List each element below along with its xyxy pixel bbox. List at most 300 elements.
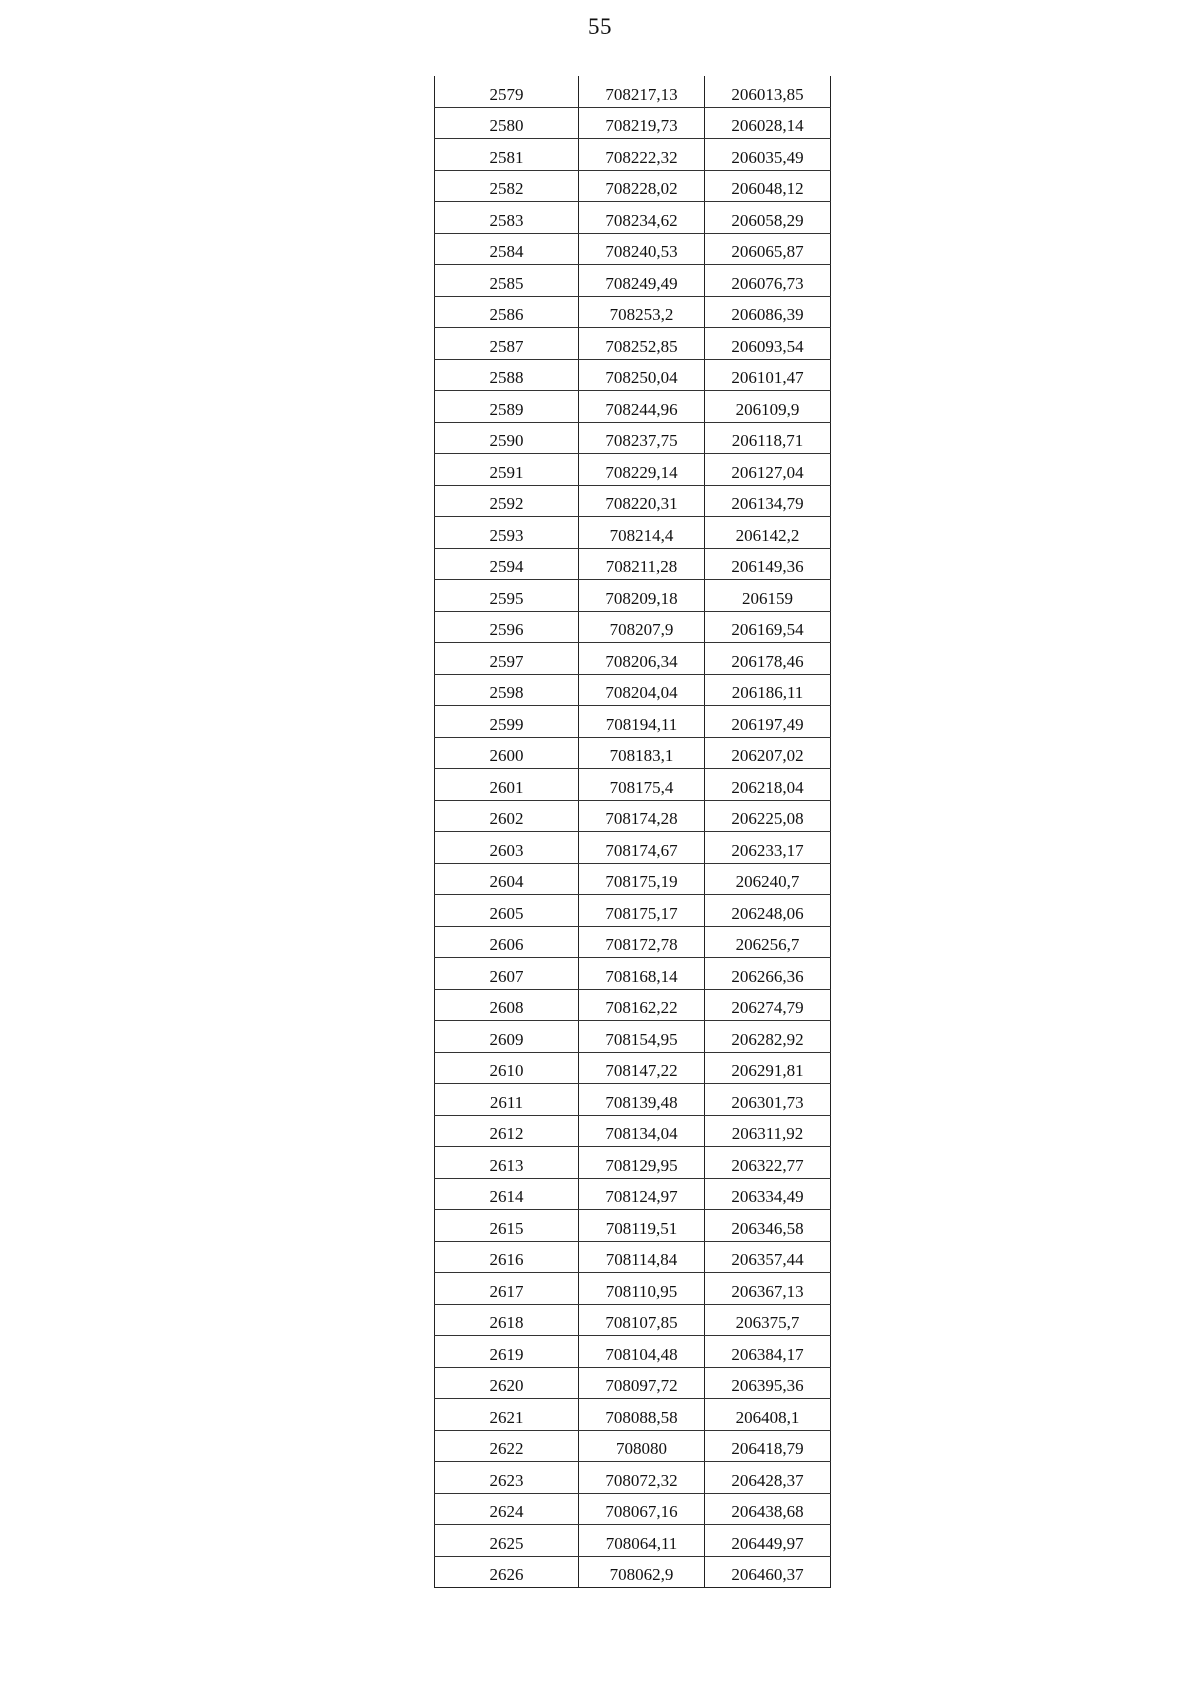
table-row xyxy=(435,107,831,139)
table-row xyxy=(435,863,831,895)
table-row xyxy=(435,233,831,265)
table-row xyxy=(435,895,831,927)
cell-value: 206449,97 xyxy=(731,1533,804,1553)
cell-value: 708107,85 xyxy=(605,1313,678,1332)
table-row xyxy=(435,958,831,990)
cell-value: 708175,17 xyxy=(605,903,678,923)
cell-value: 2622 xyxy=(489,1439,524,1458)
x-coordinate-cell xyxy=(579,643,705,675)
cell-value: 708206,34 xyxy=(605,651,678,671)
table-row xyxy=(435,1336,831,1368)
table-row xyxy=(435,926,831,958)
point-number-cell xyxy=(435,170,579,202)
x-coordinate-cell xyxy=(579,1304,705,1336)
y-coordinate-cell xyxy=(705,895,831,927)
x-coordinate-cell xyxy=(579,989,705,1021)
table-row xyxy=(435,517,831,549)
cell-value: 708168,14 xyxy=(605,966,678,986)
y-coordinate-cell xyxy=(705,76,831,107)
cell-value: 708072,32 xyxy=(605,1470,678,1490)
point-number-cell xyxy=(435,769,579,801)
x-coordinate-cell xyxy=(579,674,705,706)
y-coordinate-cell xyxy=(705,454,831,486)
y-coordinate-cell xyxy=(705,643,831,675)
y-coordinate-cell xyxy=(705,170,831,202)
cell-value: 206127,04 xyxy=(731,462,804,482)
cell-value: 708064,11 xyxy=(605,1533,678,1553)
x-coordinate-cell xyxy=(579,800,705,832)
x-coordinate-cell xyxy=(579,863,705,895)
table-row xyxy=(435,1241,831,1273)
cell-value: 708114,84 xyxy=(605,1250,678,1269)
y-coordinate-cell xyxy=(705,863,831,895)
x-coordinate-cell xyxy=(579,737,705,769)
table-row xyxy=(435,611,831,643)
cell-value: 206118,71 xyxy=(731,431,804,450)
cell-value: 2616 xyxy=(489,1250,524,1269)
cell-value: 708250,04 xyxy=(605,368,678,387)
point-number-cell xyxy=(435,1273,579,1305)
cell-value: 708207,9 xyxy=(609,620,674,639)
point-number-cell xyxy=(435,1241,579,1273)
y-coordinate-cell xyxy=(705,1525,831,1557)
cell-value: 708240,53 xyxy=(605,242,678,261)
table-row xyxy=(435,548,831,580)
x-coordinate-cell xyxy=(579,328,705,360)
cell-value: 2612 xyxy=(489,1124,524,1143)
cell-value: 2599 xyxy=(489,714,524,734)
cell-value: 708183,1 xyxy=(609,746,674,765)
cell-value: 206240,7 xyxy=(735,872,800,891)
cell-value: 206149,36 xyxy=(731,557,804,576)
cell-value: 206311,92 xyxy=(731,1124,804,1143)
cell-value: 2608 xyxy=(489,998,524,1017)
table-row xyxy=(435,832,831,864)
point-number-cell xyxy=(435,391,579,423)
cell-value: 206086,39 xyxy=(731,305,804,324)
cell-value: 2626 xyxy=(489,1565,524,1584)
x-coordinate-cell xyxy=(579,1525,705,1557)
cell-value: 206274,79 xyxy=(731,998,804,1017)
table-row xyxy=(435,769,831,801)
cell-value: 2597 xyxy=(489,651,524,671)
x-coordinate-cell xyxy=(579,485,705,517)
cell-value: 2585 xyxy=(489,273,524,293)
cell-value: 2593 xyxy=(489,525,524,545)
point-number-cell xyxy=(435,1304,579,1336)
cell-value: 2589 xyxy=(489,399,524,419)
cell-value: 708194,11 xyxy=(605,714,678,734)
point-number-cell xyxy=(435,1084,579,1116)
x-coordinate-cell xyxy=(579,895,705,927)
cell-value: 708139,48 xyxy=(605,1092,678,1112)
table-row xyxy=(435,1430,831,1462)
cell-value: 2617 xyxy=(489,1281,524,1301)
point-number-cell xyxy=(435,107,579,139)
cell-value: 206101,47 xyxy=(731,368,804,387)
cell-value: 2624 xyxy=(489,1502,524,1521)
point-number-cell xyxy=(435,485,579,517)
x-coordinate-cell xyxy=(579,517,705,549)
point-number-cell xyxy=(435,454,579,486)
cell-value: 206428,37 xyxy=(731,1470,804,1490)
point-number-cell xyxy=(435,296,579,328)
page-number: 55 xyxy=(588,14,612,39)
cell-value: 708175,19 xyxy=(605,872,678,891)
point-number-cell xyxy=(435,1462,579,1494)
cell-value: 206048,12 xyxy=(731,179,804,198)
cell-value: 708129,95 xyxy=(605,1155,678,1175)
x-coordinate-cell xyxy=(579,359,705,391)
cell-value: 2594 xyxy=(489,557,524,576)
point-number-cell xyxy=(435,1493,579,1525)
table-row xyxy=(435,1052,831,1084)
cell-value: 2579 xyxy=(489,84,524,104)
y-coordinate-cell xyxy=(705,391,831,423)
cell-value: 2598 xyxy=(489,683,524,702)
table-row xyxy=(435,1084,831,1116)
y-coordinate-cell xyxy=(705,926,831,958)
table-row xyxy=(435,1147,831,1179)
x-coordinate-cell xyxy=(579,926,705,958)
cell-value: 206207,02 xyxy=(731,746,804,765)
point-number-cell xyxy=(435,1115,579,1147)
point-number-cell xyxy=(435,548,579,580)
cell-value: 2620 xyxy=(489,1376,524,1395)
cell-value: 708110,95 xyxy=(605,1281,678,1301)
y-coordinate-cell xyxy=(705,107,831,139)
y-coordinate-cell xyxy=(705,1493,831,1525)
cell-value: 2609 xyxy=(489,1029,524,1049)
y-coordinate-cell xyxy=(705,548,831,580)
y-coordinate-cell xyxy=(705,1430,831,1462)
y-coordinate-cell xyxy=(705,328,831,360)
cell-value: 2601 xyxy=(489,777,524,797)
cell-value: 2596 xyxy=(489,620,524,639)
x-coordinate-cell xyxy=(579,1556,705,1588)
cell-value: 708162,22 xyxy=(605,998,678,1017)
x-coordinate-cell xyxy=(579,1084,705,1116)
table-row xyxy=(435,1210,831,1242)
cell-value: 708080 xyxy=(616,1439,667,1458)
x-coordinate-cell xyxy=(579,233,705,265)
y-coordinate-cell xyxy=(705,485,831,517)
x-coordinate-cell xyxy=(579,265,705,297)
cell-value: 2587 xyxy=(489,336,524,356)
cell-value: 708174,67 xyxy=(605,840,678,860)
x-coordinate-cell xyxy=(579,706,705,738)
cell-value: 708249,49 xyxy=(605,273,678,293)
cell-value: 206197,49 xyxy=(731,714,804,734)
cell-value: 206076,73 xyxy=(731,273,804,293)
y-coordinate-cell xyxy=(705,958,831,990)
table-row xyxy=(435,580,831,612)
x-coordinate-cell xyxy=(579,296,705,328)
cell-value: 708253,2 xyxy=(609,305,674,324)
cell-value: 708088,58 xyxy=(605,1407,678,1427)
cell-value: 206169,54 xyxy=(731,620,804,639)
cell-value: 206367,13 xyxy=(731,1281,804,1301)
cell-value: 206301,73 xyxy=(731,1092,804,1112)
y-coordinate-cell xyxy=(705,202,831,234)
cell-value: 2611 xyxy=(489,1092,524,1112)
coordinates-table xyxy=(434,76,831,1588)
point-number-cell xyxy=(435,926,579,958)
cell-value: 2588 xyxy=(489,368,524,387)
point-number-cell xyxy=(435,1210,579,1242)
point-number-cell xyxy=(435,706,579,738)
y-coordinate-cell xyxy=(705,1556,831,1588)
cell-value: 206438,68 xyxy=(731,1502,804,1521)
cell-value: 206186,11 xyxy=(731,683,804,702)
cell-value: 206142,2 xyxy=(735,525,800,545)
point-number-cell xyxy=(435,422,579,454)
y-coordinate-cell xyxy=(705,800,831,832)
table-row xyxy=(435,674,831,706)
table-row xyxy=(435,1115,831,1147)
coordinates-table-body xyxy=(435,76,831,1588)
point-number-cell xyxy=(435,1525,579,1557)
y-coordinate-cell xyxy=(705,1462,831,1494)
cell-value: 708062,9 xyxy=(609,1565,674,1584)
y-coordinate-cell xyxy=(705,1210,831,1242)
cell-value: 2621 xyxy=(489,1407,524,1427)
x-coordinate-cell xyxy=(579,170,705,202)
point-number-cell xyxy=(435,674,579,706)
point-number-cell xyxy=(435,1336,579,1368)
x-coordinate-cell xyxy=(579,454,705,486)
cell-value: 2582 xyxy=(489,179,524,198)
x-coordinate-cell xyxy=(579,1241,705,1273)
x-coordinate-cell xyxy=(579,139,705,171)
y-coordinate-cell xyxy=(705,1021,831,1053)
x-coordinate-cell xyxy=(579,1430,705,1462)
table-row xyxy=(435,422,831,454)
cell-value: 2584 xyxy=(489,242,524,261)
cell-value: 708067,16 xyxy=(605,1502,678,1521)
cell-value: 708154,95 xyxy=(605,1029,678,1049)
point-number-cell xyxy=(435,643,579,675)
x-coordinate-cell xyxy=(579,1052,705,1084)
x-coordinate-cell xyxy=(579,76,705,107)
cell-value: 206322,77 xyxy=(731,1155,804,1175)
table-row xyxy=(435,706,831,738)
table-row xyxy=(435,1021,831,1053)
y-coordinate-cell xyxy=(705,296,831,328)
cell-value: 2618 xyxy=(489,1313,524,1332)
table-row xyxy=(435,1462,831,1494)
table-row xyxy=(435,1304,831,1336)
x-coordinate-cell xyxy=(579,1147,705,1179)
point-number-cell xyxy=(435,1399,579,1431)
table-row xyxy=(435,265,831,297)
x-coordinate-cell xyxy=(579,1367,705,1399)
x-coordinate-cell xyxy=(579,1399,705,1431)
table-row xyxy=(435,1556,831,1588)
table-row xyxy=(435,296,831,328)
cell-value: 206028,14 xyxy=(731,116,804,135)
point-number-cell xyxy=(435,1556,579,1588)
y-coordinate-cell xyxy=(705,989,831,1021)
cell-value: 708244,96 xyxy=(605,399,678,419)
cell-value: 2591 xyxy=(489,462,524,482)
point-number-cell xyxy=(435,611,579,643)
y-coordinate-cell xyxy=(705,1241,831,1273)
x-coordinate-cell xyxy=(579,832,705,864)
x-coordinate-cell xyxy=(579,202,705,234)
x-coordinate-cell xyxy=(579,769,705,801)
table-row xyxy=(435,643,831,675)
cell-value: 708219,73 xyxy=(605,116,678,135)
x-coordinate-cell xyxy=(579,1115,705,1147)
cell-value: 708234,62 xyxy=(605,210,678,230)
cell-value: 2580 xyxy=(489,116,524,135)
cell-value: 2602 xyxy=(489,809,524,828)
cell-value: 2586 xyxy=(489,305,524,324)
cell-value: 206134,79 xyxy=(731,494,804,513)
cell-value: 708204,04 xyxy=(605,683,678,702)
y-coordinate-cell xyxy=(705,1367,831,1399)
y-coordinate-cell xyxy=(705,1336,831,1368)
cell-value: 708174,28 xyxy=(605,809,678,828)
y-coordinate-cell xyxy=(705,422,831,454)
point-number-cell xyxy=(435,265,579,297)
table-row xyxy=(435,989,831,1021)
y-coordinate-cell xyxy=(705,1084,831,1116)
point-number-cell xyxy=(435,989,579,1021)
y-coordinate-cell xyxy=(705,139,831,171)
point-number-cell xyxy=(435,1178,579,1210)
point-number-cell xyxy=(435,895,579,927)
point-number-cell xyxy=(435,359,579,391)
cell-value: 708119,51 xyxy=(605,1218,678,1238)
point-number-cell xyxy=(435,958,579,990)
cell-value: 708237,75 xyxy=(605,431,678,450)
cell-value: 708134,04 xyxy=(605,1124,678,1143)
cell-value: 206266,36 xyxy=(731,966,804,986)
cell-value: 206065,87 xyxy=(731,242,804,261)
x-coordinate-cell xyxy=(579,548,705,580)
cell-value: 206460,37 xyxy=(731,1565,804,1584)
y-coordinate-cell xyxy=(705,580,831,612)
cell-value: 708220,31 xyxy=(605,494,678,513)
y-coordinate-cell xyxy=(705,769,831,801)
cell-value: 2613 xyxy=(489,1155,524,1175)
cell-value: 2581 xyxy=(489,147,524,167)
cell-value: 708252,85 xyxy=(605,336,678,356)
table-row xyxy=(435,1178,831,1210)
x-coordinate-cell xyxy=(579,1273,705,1305)
table-row xyxy=(435,1525,831,1557)
x-coordinate-cell xyxy=(579,1493,705,1525)
cell-value: 2583 xyxy=(489,210,524,230)
cell-value: 206375,7 xyxy=(735,1313,800,1332)
cell-value: 206159 xyxy=(742,588,793,608)
table-row xyxy=(435,485,831,517)
cell-value: 206282,92 xyxy=(731,1029,804,1049)
y-coordinate-cell xyxy=(705,706,831,738)
cell-value: 2614 xyxy=(489,1187,524,1206)
x-coordinate-cell xyxy=(579,1021,705,1053)
y-coordinate-cell xyxy=(705,517,831,549)
table-row xyxy=(435,1399,831,1431)
y-coordinate-cell xyxy=(705,737,831,769)
cell-value: 206408,1 xyxy=(735,1407,800,1427)
cell-value: 206035,49 xyxy=(731,147,804,167)
cell-value: 708175,4 xyxy=(609,777,674,797)
x-coordinate-cell xyxy=(579,611,705,643)
point-number-cell xyxy=(435,76,579,107)
cell-value: 2623 xyxy=(489,1470,524,1490)
table-row xyxy=(435,391,831,423)
cell-value: 206248,06 xyxy=(731,903,804,923)
point-number-cell xyxy=(435,1021,579,1053)
y-coordinate-cell xyxy=(705,359,831,391)
table-row xyxy=(435,202,831,234)
cell-value: 206178,46 xyxy=(731,651,804,671)
point-number-cell xyxy=(435,202,579,234)
cell-value: 206233,17 xyxy=(731,840,804,860)
table-row xyxy=(435,76,831,107)
y-coordinate-cell xyxy=(705,674,831,706)
cell-value: 708228,02 xyxy=(605,179,678,198)
table-row xyxy=(435,328,831,360)
y-coordinate-cell xyxy=(705,1399,831,1431)
cell-value: 2603 xyxy=(489,840,524,860)
y-coordinate-cell xyxy=(705,1178,831,1210)
table-row xyxy=(435,170,831,202)
cell-value: 2625 xyxy=(489,1533,524,1553)
cell-value: 206093,54 xyxy=(731,336,804,356)
table-row xyxy=(435,139,831,171)
cell-value: 2615 xyxy=(489,1218,524,1238)
x-coordinate-cell xyxy=(579,422,705,454)
point-number-cell xyxy=(435,580,579,612)
table-row xyxy=(435,1273,831,1305)
table-row xyxy=(435,1367,831,1399)
y-coordinate-cell xyxy=(705,832,831,864)
cell-value: 206013,85 xyxy=(731,84,804,104)
point-number-cell xyxy=(435,832,579,864)
cell-value: 2607 xyxy=(489,966,524,986)
y-coordinate-cell xyxy=(705,1273,831,1305)
cell-value: 708209,18 xyxy=(605,588,678,608)
table-row xyxy=(435,359,831,391)
cell-value: 2595 xyxy=(489,588,524,608)
cell-value: 206256,7 xyxy=(735,935,800,954)
point-number-cell xyxy=(435,1052,579,1084)
cell-value: 206225,08 xyxy=(731,809,804,828)
cell-value: 206218,04 xyxy=(731,777,804,797)
cell-value: 206334,49 xyxy=(731,1187,804,1206)
table-row xyxy=(435,454,831,486)
cell-value: 708222,32 xyxy=(605,147,678,167)
cell-value: 2606 xyxy=(489,935,524,954)
cell-value: 708124,97 xyxy=(605,1187,678,1206)
y-coordinate-cell xyxy=(705,265,831,297)
x-coordinate-cell xyxy=(579,1178,705,1210)
y-coordinate-cell xyxy=(705,1115,831,1147)
cell-value: 2604 xyxy=(489,872,524,891)
point-number-cell xyxy=(435,517,579,549)
cell-value: 206395,36 xyxy=(731,1376,804,1395)
cell-value: 2610 xyxy=(489,1061,524,1080)
cell-value: 206418,79 xyxy=(731,1439,804,1458)
cell-value: 708217,13 xyxy=(605,84,678,104)
point-number-cell xyxy=(435,1430,579,1462)
cell-value: 708214,4 xyxy=(609,525,674,545)
table-row xyxy=(435,737,831,769)
